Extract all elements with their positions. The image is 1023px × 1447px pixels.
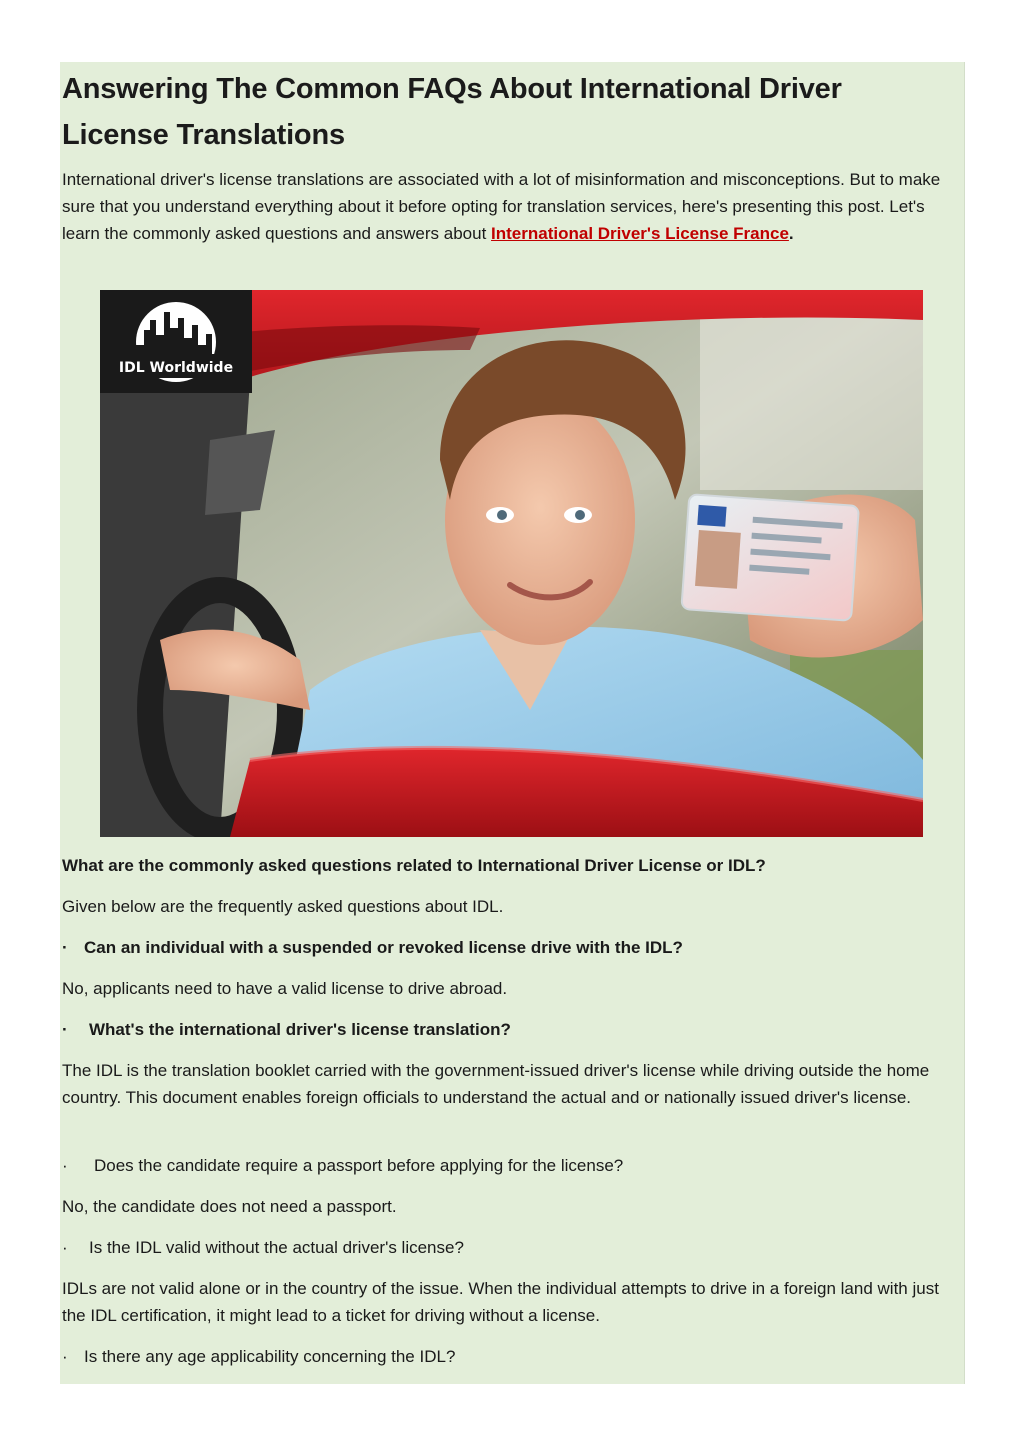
faq-question-5 (62, 1343, 957, 1370)
hero-image (100, 290, 923, 837)
question-text: Can an individual with a suspended or revoked license drive with the IDL? (84, 938, 683, 957)
faq-question-2 (62, 1016, 957, 1043)
document-page (60, 62, 965, 1384)
right-iris (575, 510, 585, 520)
license-card (681, 494, 859, 621)
faq-answer-2: The IDL is the translation booklet carried with the government-issued driver's license while driving outside the home country. This document enables foreign officials to understand the actual and or nationally issued driver's license. (62, 1061, 930, 1107)
left-iris (497, 510, 507, 520)
faq-question-3 (62, 1152, 957, 1179)
bullet: · (62, 1020, 68, 1039)
bullet: · (62, 1156, 68, 1175)
section-intro: Given below are the frequently asked questions about IDL. (62, 897, 504, 916)
sky-glare (700, 290, 923, 490)
intro-end: . (788, 224, 794, 243)
question-text: Does the candidate require a passport before applying for the license? (94, 1156, 624, 1175)
faq-answer-4: IDLs are not valid alone or in the country of the issue. When the individual attempts to drive in a foreign land with just the IDL certification, it might lead to a ticket for driving without a license. (62, 1279, 939, 1325)
question-text: What's the international driver's license translation? (89, 1020, 511, 1039)
question-text: Is the IDL valid without the actual driver's license? (89, 1238, 464, 1257)
faq-answer-3: No, the candidate does not need a passport. (62, 1197, 397, 1216)
intro-paragraph (62, 166, 957, 247)
idl-france-link[interactable]: International Driver's License France (491, 224, 789, 243)
bullet: · (62, 1238, 68, 1257)
section-heading: What are the commonly asked questions related to International Driver License or IDL? (62, 856, 766, 875)
faq-question-1 (62, 934, 957, 961)
bullet: · (62, 1347, 68, 1366)
article-title: Answering The Common FAQs About International Driver License Translations (62, 73, 842, 151)
question-text: Is there any age applicability concerning the IDL? (84, 1347, 456, 1366)
bullet: · (62, 938, 68, 957)
logo-text: IDL Worldwide (118, 360, 234, 376)
intro-text: International driver's license translations are associated with a lot of misinformation and misconceptions. But to make sure that you understand everything about it before opting for translation services, here's presenting this post. Let's learn the commonly asked questions and answers about (62, 170, 941, 243)
faq-answer-1: No, applicants need to have a valid license to drive abroad. (62, 979, 508, 998)
faq-question-4 (62, 1234, 957, 1261)
